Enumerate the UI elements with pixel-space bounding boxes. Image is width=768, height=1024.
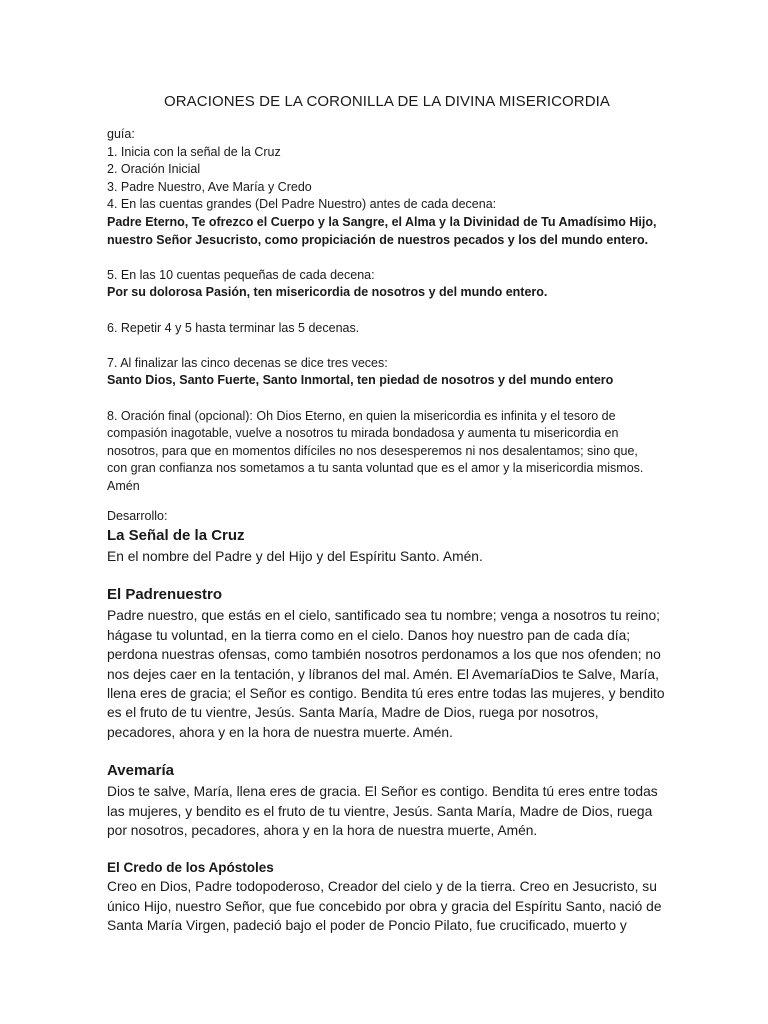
creed-line-1: Creo en Dios, Padre todopoderoso, Creador del cielo y de la tierra. Creo en Jesucristo, su [107,879,657,895]
document-title: ORACIONES DE LA CORONILLA DE LA DIVINA MISERICORDIA [163,93,611,110]
creed-line-2: único Hijo, nuestro Señor, que fue concebido por obra y gracia del Espíritu Santo, nació de [107,898,662,914]
guide-step-8-line-1: 8. Oración final (opcional): Oh Dios Eterno, en quien la misericordia es infinita y el tesoro de [107,408,616,423]
guide-step-6: 6. Repetir 4 y 5 hasta terminar las 5 decenas. [107,320,360,335]
cross-heading: La Señal de la Cruz [107,527,245,544]
our-father-line-2: hágase tu voluntad, en la tierra como en el cielo. Danos hoy nuestro pan de cada día; [107,627,631,643]
our-father-line-4: nos dejes caer en la tentación, y líbranos del mal. Amén. El AvemaríaDios te Salve, María, [107,666,659,682]
our-father-line-5: llena eres de gracia; el Señor es contigo. Bendita tú eres entre todas las mujeres, y bendito [107,686,665,702]
guide-step-3: 3. Padre Nuestro, Ave María y Credo [107,179,312,194]
our-father-line-3: perdona nuestras ofensas, como también nosotros perdonamos a los que nos ofenden; no [107,647,661,663]
guide-step-8-line-4: con gran confianza nos sometamos a tu santa voluntad que es el amor y la misericordia mismos. [107,461,644,476]
cross-text: En el nombre del Padre y del Hijo y del Espíritu Santo. Amén. [107,549,483,564]
hail-mary-heading: Avemaría [107,762,174,780]
development-label: Desarrollo: [107,509,168,523]
spacer [107,566,667,584]
guide-step-4-prayer-line-2: nuestro Señor Jesucristo, como propiciación de nuestros pecados y los del mundo entero. [107,232,649,247]
guide-step-7-prayer: Santo Dios, Santo Fuerte, Santo Inmortal, ten piedad de nosotros y del mundo entero [107,373,614,388]
spacer [107,840,667,858]
hail-mary-line-1: Dios te salve, María, llena eres de gracia. El Señor es contigo. Bendita tú eres entre todas [107,784,658,800]
our-father-line-7: pecadores, ahora y en la hora de nuestra muerte. Amén. [107,724,453,740]
guide-step-4: 4. En las cuentas grandes (Del Padre Nuestro) antes de cada decena: [107,197,497,212]
guide-label: guía: [107,127,135,141]
guide-step-5: 5. En las 10 cuentas pequeñas de cada decena: [107,267,375,282]
hail-mary-line-2: las mujeres, y bendito es el fruto de tu vientre, Jesús. Santa María, Madre de Dios, ruega [107,803,653,819]
spacer [107,337,667,355]
guide-section [107,126,667,495]
guide-step-8-line-3: nosotros, para que en momentos difíciles no nos desesperemos ni nos desalentamos; sino que, [107,443,638,458]
guide-step-8-line-2: compasión inagotable, vuelve a nosotros tu mirada bondadosa y aumenta tu misericordia en [107,426,619,441]
spacer [107,302,667,320]
guide-step-4-prayer-line-1: Padre Eterno, Te ofrezco el Cuerpo y la Sangre, el Alma y la Divinidad de Tu Amadísimo Hijo, [107,214,657,229]
guide-step-5-prayer: Por su dolorosa Pasión, ten misericordia de nosotros y del mundo entero. [107,285,548,300]
guide-step-8-line-5: Amén [107,478,140,493]
guide-step-2: 2. Oración Inicial [107,162,201,177]
guide-step-7: 7. Al finalizar las cinco decenas se dice tres veces: [107,355,388,370]
spacer [107,249,667,267]
development-section [107,508,667,936]
hail-mary-line-3: por nosotros, pecadores, ahora y en la hora de nuestra muerte, Amén. [107,823,538,839]
creed-line-3: Santa María Virgen, padeció bajo el poder de Poncio Pilato, fue crucificado, muerto y [107,918,627,934]
spacer [107,742,667,760]
our-father-heading: El Padrenuestro [107,586,223,604]
creed-heading: El Credo de los Apóstoles [107,860,274,876]
spacer [107,390,667,408]
our-father-line-6: es el fruto de tu vientre, Jesús. Santa María, Madre de Dios, ruega por nosotros, [107,705,599,721]
guide-step-1: 1. Inicia con la señal de la Cruz [107,144,281,159]
our-father-line-1: Padre nuestro, que estás en el cielo, santificado sea tu nombre; venga a nosotros tu reino; [107,608,660,624]
